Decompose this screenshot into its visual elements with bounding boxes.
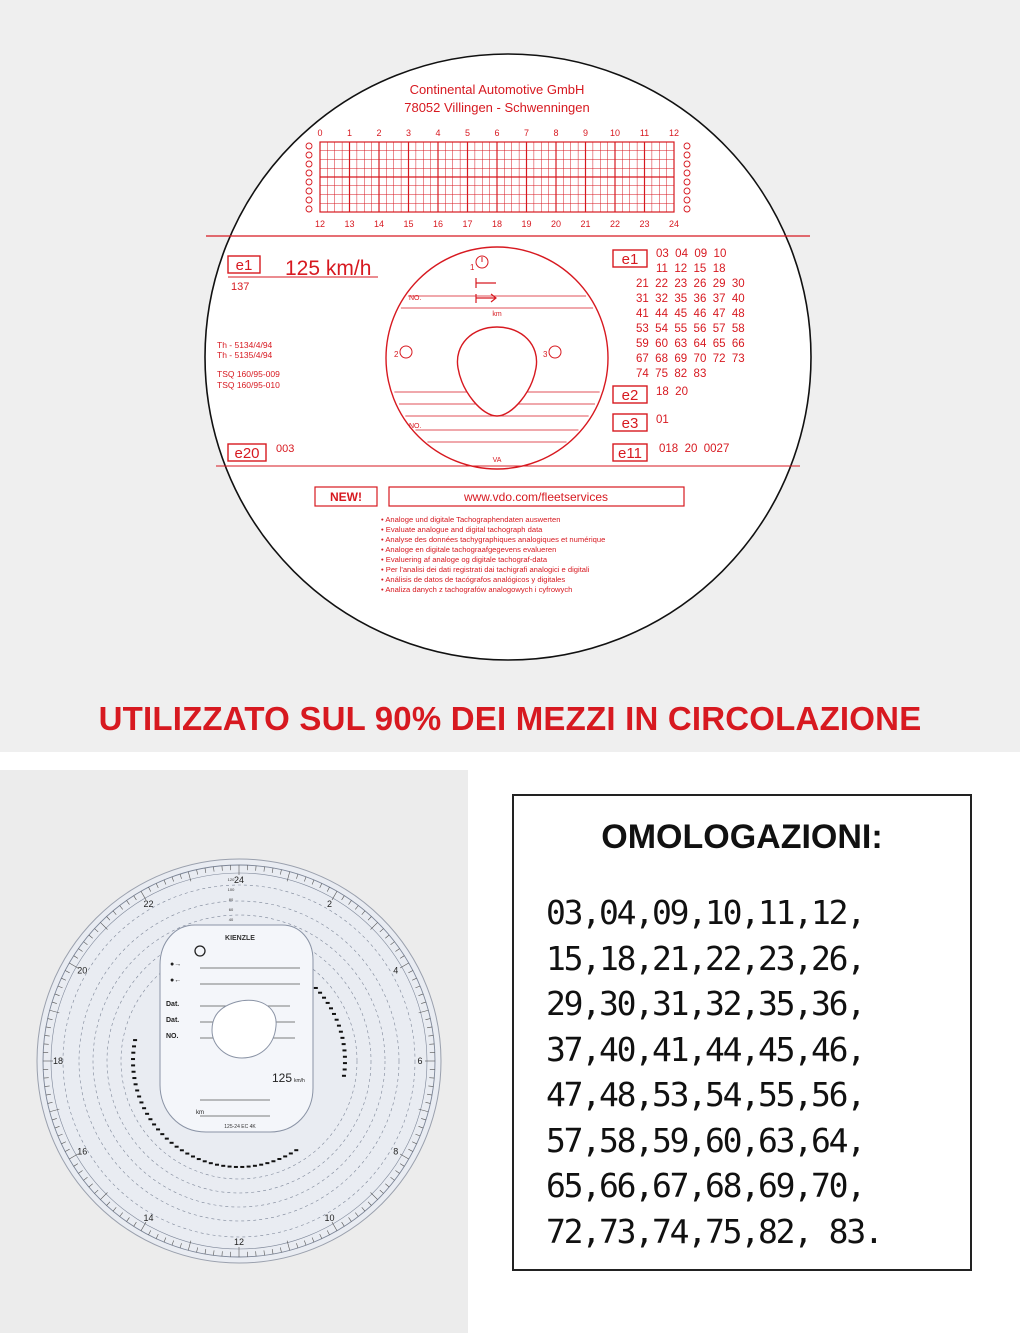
e20-badge-label: e20 — [234, 445, 260, 462]
kienzle-speed-label: 100 — [227, 887, 235, 892]
kienzle-activity-dash — [135, 1089, 139, 1091]
bullet-es: • Análisis de datos de tacógrafos analógicos y digitales — [381, 575, 566, 584]
hour-label-bottom: 12 — [314, 219, 326, 229]
e11-code: 018 20 0027 — [659, 443, 730, 455]
kienzle-activity-dash — [221, 1165, 225, 1167]
kienzle-activity-dash — [152, 1123, 156, 1125]
hour-label-bottom: 15 — [403, 219, 414, 229]
kienzle-hour-label: 12 — [233, 1237, 245, 1247]
kienzle-activity-dash — [342, 1043, 346, 1045]
kienzle-activity-dash — [234, 1166, 238, 1168]
approvals-line: 37,40,41,44,45,46, — [546, 1029, 865, 1069]
kienzle-activity-dash — [132, 1077, 136, 1079]
kienzle-activity-dash — [203, 1160, 207, 1162]
svg-text:2: 2 — [394, 350, 399, 359]
kienzle-activity-dash — [343, 1062, 347, 1064]
e1-codes-line-1: 03 04 09 10 — [656, 248, 727, 260]
hour-label-bottom: 13 — [344, 219, 355, 229]
e1-badge-left-label: e1 — [235, 257, 253, 274]
hour-label-top: 4 — [435, 128, 441, 138]
kienzle-hour-label: 6 — [417, 1056, 423, 1066]
e1-codes-line-2: 11 12 15 18 — [656, 263, 726, 275]
kienzle-code: 125-24 EC 4K — [224, 1124, 256, 1130]
kienzle-activity-dash — [253, 1165, 257, 1167]
kienzle-activity-dash — [337, 1025, 341, 1027]
e3-code: 01 — [656, 414, 669, 426]
type-code-3: TSQ 160/95-009 — [217, 369, 280, 379]
approvals-title: OMOLOGAZIONI: — [601, 818, 883, 856]
hour-label-bottom: 16 — [432, 219, 444, 229]
hour-label-top: 11 — [639, 128, 650, 138]
center-va-label: VA — [492, 457, 502, 464]
manufacturer-address: 78052 Villingen - Schwenningen — [404, 100, 590, 115]
bullet-fr: • Analyse des données tachygraphiques analogiques et numérique — [381, 535, 606, 544]
kienzle-brand: KIENZLE — [225, 935, 255, 942]
kienzle-activity-dash — [322, 997, 326, 999]
hour-label-bottom: 19 — [521, 219, 532, 229]
approvals-line: 72,73,74,75,82, 83. — [546, 1211, 882, 1251]
kienzle-activity-dash — [277, 1158, 281, 1160]
kienzle-activity-dash — [271, 1160, 275, 1162]
e1-codes-line-7: 59 60 63 64 65 66 — [636, 338, 745, 350]
kienzle-activity-dash — [215, 1164, 219, 1166]
kienzle-activity-dash — [209, 1162, 213, 1164]
kienzle-activity-dash — [170, 1142, 174, 1144]
approvals-line: 57,58,59,60,63,64, — [546, 1120, 865, 1160]
kienzle-field-no: NO. — [166, 1033, 179, 1040]
bullet-pl: • Analiza danych z tachografów analogowych i cyfrowych — [381, 585, 573, 594]
kienzle-activity-dash — [145, 1113, 149, 1115]
kienzle-activity-dash — [342, 1075, 346, 1077]
kienzle-speed-label: 80 — [228, 897, 234, 902]
center-no-label-top: NO. — [409, 295, 422, 302]
hour-label-bottom: 18 — [491, 219, 503, 229]
hour-label-top: 8 — [553, 128, 559, 138]
hour-label-bottom: 17 — [462, 219, 473, 229]
e1-codes-line-9: 74 75 82 83 — [636, 368, 707, 380]
kienzle-activity-dash — [283, 1155, 287, 1157]
kienzle-hour-label: 4 — [393, 965, 399, 976]
kienzle-activity-dash — [259, 1164, 263, 1166]
bullet-it: • Per l'analisi dei dati registrati dai tachigrafi analogici e digitali — [381, 565, 590, 574]
kienzle-activity-dash — [165, 1138, 169, 1140]
kienzle-activity-dash — [265, 1162, 269, 1164]
hour-label-bottom: 23 — [639, 219, 650, 229]
center-km-label: km — [492, 311, 502, 318]
kienzle-activity-dash — [139, 1101, 143, 1103]
kienzle-hour-label: 24 — [233, 875, 245, 885]
kienzle-activity-dash — [326, 1002, 330, 1004]
bullet-en: • Evaluate analogue and digital tachograph data — [381, 525, 543, 534]
hour-label-top: 1 — [346, 128, 353, 138]
kienzle-activity-dash — [332, 1013, 336, 1015]
approvals-line: 29,30,31,32,35,36, — [546, 984, 865, 1023]
type-code-2: Th - 5135/4/94 — [217, 350, 273, 360]
e1-badge-right-label: e1 — [621, 251, 639, 268]
kienzle-hour-label: 10 — [324, 1212, 335, 1223]
approvals-box — [512, 794, 972, 1271]
kienzle-hour-label: 22 — [143, 899, 154, 910]
hour-label-top: 10 — [609, 128, 621, 138]
kienzle-activity-dash — [185, 1153, 189, 1155]
kienzle-hour-label: 2 — [326, 899, 333, 910]
kienzle-activity-dash — [240, 1166, 244, 1168]
manufacturer-name: Continental Automotive GmbH — [409, 82, 585, 97]
e3-badge-label: e3 — [621, 415, 639, 432]
kienzle-hour-label: 16 — [77, 1146, 88, 1157]
kienzle-activity-dash — [191, 1155, 195, 1157]
kienzle-field-date-2: Dat. — [166, 1017, 180, 1024]
approvals-line: 65,66,67,68,69,70, — [546, 1166, 865, 1205]
hour-label-top: 0 — [317, 128, 323, 138]
hour-label-top: 2 — [376, 128, 382, 138]
kienzle-activity-dash — [137, 1096, 141, 1098]
kienzle-activity-dash — [340, 1037, 344, 1039]
kienzle-activity-dash — [142, 1107, 146, 1109]
kienzle-activity-dash — [175, 1146, 179, 1148]
kienzle-activity-dash — [294, 1149, 298, 1151]
kienzle-activity-dash — [160, 1133, 164, 1135]
bullet-de: • Analoge und digitale Tachographendaten auswerten — [381, 515, 561, 524]
kienzle-activity-dash — [343, 1056, 347, 1058]
approvals-list — [546, 890, 882, 1254]
kienzle-activity-dash — [343, 1068, 347, 1070]
hour-label-bottom: 21 — [580, 219, 591, 229]
hour-label-bottom: 24 — [668, 219, 680, 229]
kienzle-hour-label: 18 — [52, 1056, 64, 1066]
kienzle-field-date-1: Dat. — [166, 1001, 180, 1008]
hour-label-bottom: 20 — [550, 219, 562, 229]
kienzle-speed-label: 60 — [228, 907, 234, 912]
hour-label-top: 3 — [405, 128, 412, 138]
kienzle-activity-dash — [289, 1152, 293, 1154]
bullet-da: • Evaluering af analoge og digitale tachograf-data — [381, 555, 548, 564]
hour-label-top: 5 — [464, 128, 471, 138]
e20-code: 003 — [276, 443, 295, 455]
kienzle-activity-dash — [314, 987, 318, 989]
e1-codes-line-4: 31 32 35 36 37 40 — [636, 293, 745, 305]
hour-label-bottom: 22 — [609, 219, 621, 229]
e1-codes-line-8: 67 68 69 70 72 73 — [636, 353, 745, 365]
svg-text:3: 3 — [543, 350, 548, 359]
hour-label-top: 6 — [494, 128, 500, 138]
kienzle-activity-dash — [133, 1039, 137, 1041]
kienzle-speed-unit: km/h — [294, 1078, 305, 1084]
approvals-line: 47,48,53,54,55,56, — [546, 1075, 865, 1114]
bullet-nl: • Analoge en digitale tachograafgegevens evalueren — [381, 545, 557, 554]
e11-badge-label: e11 — [618, 445, 642, 462]
e2-badge-label: e2 — [621, 387, 639, 404]
svg-text:1: 1 — [470, 263, 475, 272]
driver-return-icon: ●← — [170, 977, 182, 984]
kienzle-speed-label: 120 — [227, 877, 235, 882]
kienzle-activity-dash — [318, 992, 322, 994]
kienzle-activity-dash — [339, 1031, 343, 1033]
approvals-line: 15,18,21,22,23,26, — [546, 938, 865, 978]
kienzle-activity-dash — [180, 1149, 184, 1151]
kienzle-activity-dash — [148, 1118, 152, 1120]
website-url: www.vdo.com/fleetservices — [463, 490, 609, 504]
e2-code: 18 20 — [656, 386, 688, 398]
hour-label-top: 7 — [523, 128, 530, 138]
headline: UTILIZZATO SUL 90% DEI MEZZI IN CIRCOLAZIONE — [98, 700, 922, 737]
kienzle-activity-dash — [156, 1128, 160, 1130]
hour-label-top: 9 — [582, 128, 589, 138]
kienzle-activity-dash — [228, 1166, 232, 1168]
kienzle-activity-dash — [329, 1007, 333, 1009]
kienzle-activity-dash — [131, 1058, 135, 1060]
kienzle-activity-dash — [247, 1166, 251, 1168]
kienzle-activity-dash — [134, 1083, 138, 1085]
kienzle-hour-label: 8 — [393, 1146, 399, 1157]
kienzle-hour-label: 20 — [77, 965, 88, 976]
kienzle-speed-label: 40 — [228, 917, 234, 922]
e1-codes-line-3: 21 22 23 26 29 30 — [636, 278, 745, 290]
kienzle-activity-dash — [132, 1071, 136, 1073]
hour-label-bottom: 14 — [373, 219, 385, 229]
kienzle-activity-dash — [132, 1045, 136, 1047]
speed-rating-label: 125 km/h — [285, 257, 372, 280]
kienzle-activity-dash — [342, 1049, 346, 1051]
kienzle-activity-dash — [131, 1052, 135, 1054]
kienzle-activity-dash — [197, 1158, 201, 1160]
approvals-line: 03,04,09,10,11,12, — [546, 893, 865, 932]
type-code-4: TSQ 160/95-010 — [217, 380, 280, 390]
kienzle-activity-dash — [131, 1064, 135, 1066]
kienzle-speed-rating: 125 — [272, 1071, 293, 1085]
type-code-1: Th - 5134/4/94 — [217, 340, 273, 350]
e1-codes-line-5: 41 44 45 46 47 48 — [636, 308, 745, 320]
left-badge-code: 137 — [231, 281, 250, 293]
new-badge-label: NEW! — [330, 490, 362, 504]
kienzle-hour-label: 14 — [143, 1212, 154, 1223]
kienzle-activity-dash — [335, 1019, 339, 1021]
tachograph-disc-kienzle — [0, 770, 468, 1333]
driver-arrow-icon: ●→ — [170, 961, 182, 968]
kienzle-km-label: km — [196, 1110, 204, 1116]
center-no-label-bottom: NO. — [409, 423, 422, 430]
e1-codes-line-6: 53 54 55 56 57 58 — [636, 323, 745, 335]
hour-label-top: 12 — [668, 128, 680, 138]
